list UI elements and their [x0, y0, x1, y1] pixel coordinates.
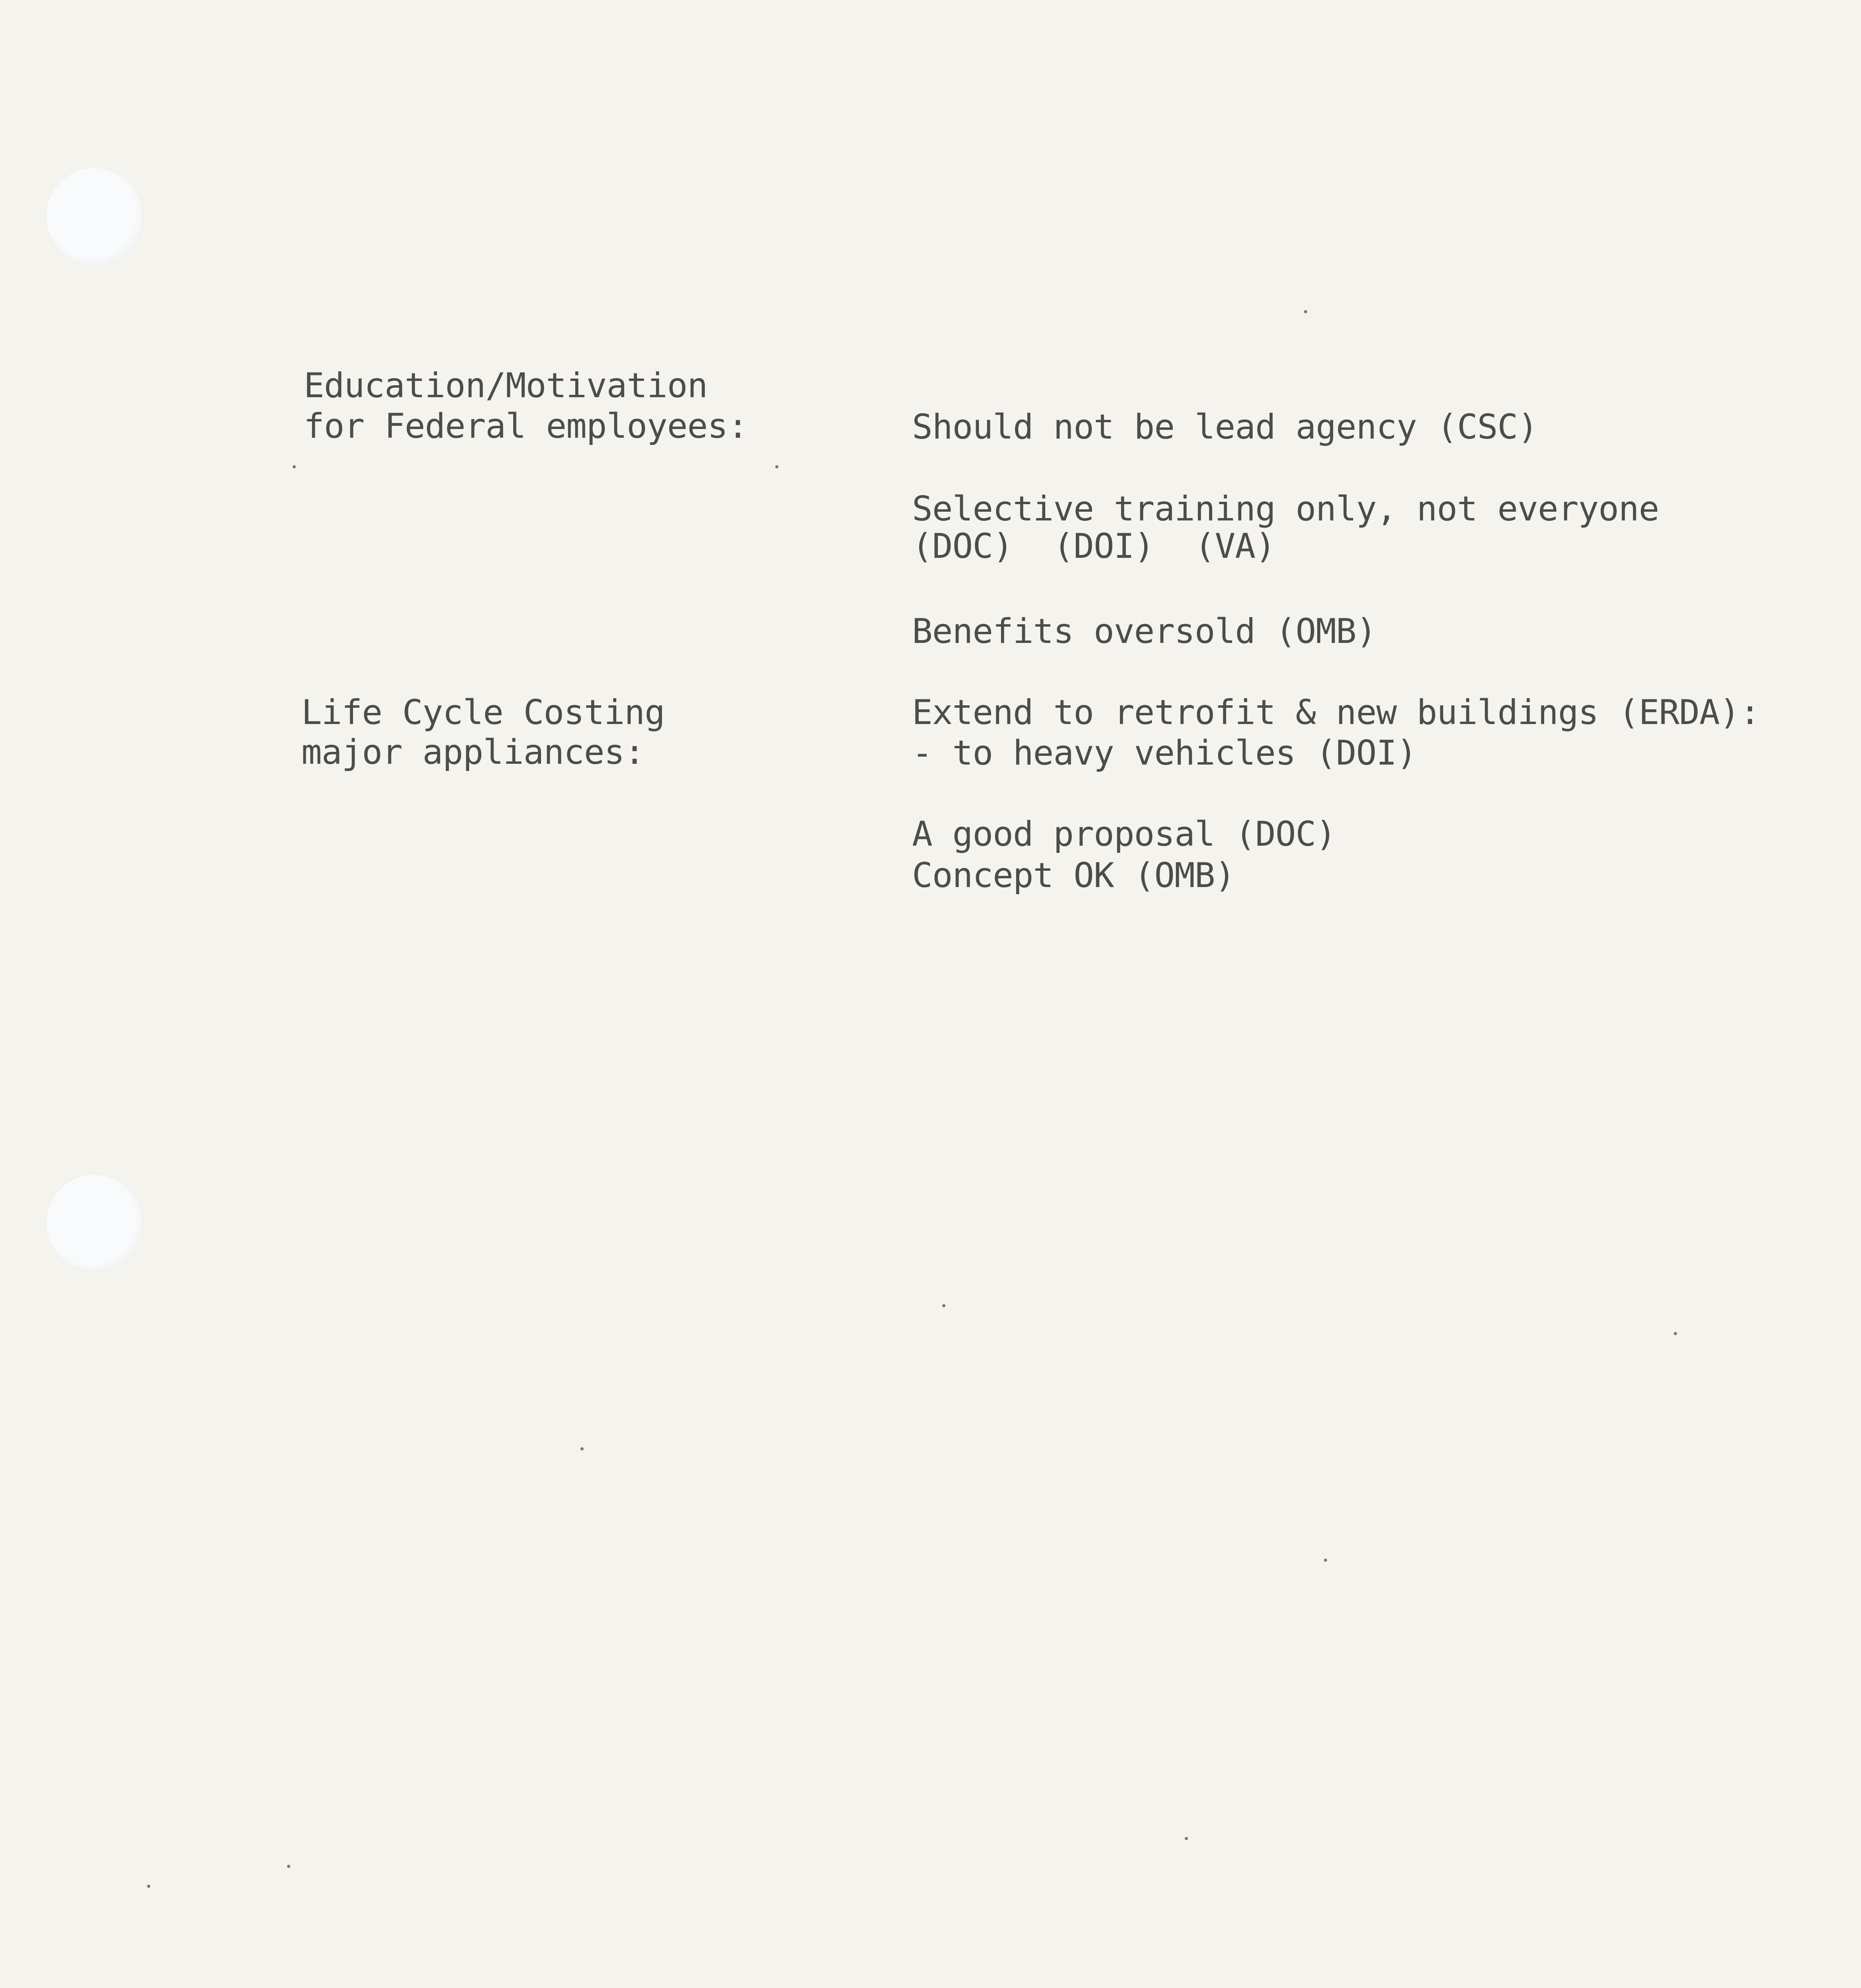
paper-speck: [1185, 1837, 1188, 1840]
paper-speck: [293, 465, 296, 468]
paper-speck: [147, 1885, 150, 1888]
comment-line: Concept OK (OMB): [912, 856, 1235, 895]
comment-line: - to heavy vehicles (DOI): [912, 733, 1417, 773]
paper-speck: [287, 1865, 290, 1868]
comment-line: Selective training only, not everyone: [912, 489, 1659, 529]
paper-speck: [1324, 1559, 1327, 1562]
section-label-line: Education/Motivation: [304, 366, 708, 406]
paper-speck: [942, 1304, 945, 1307]
section-label-line: major appliances:: [301, 732, 645, 772]
section-label-line: for Federal employees:: [304, 406, 748, 446]
comment-line: Extend to retrofit & new buildings (ERDA):: [912, 693, 1760, 732]
paper-speck: [580, 1447, 584, 1450]
comment-line: (DOC) (DOI) (VA): [912, 526, 1275, 566]
section-label-line: Life Cycle Costing: [301, 693, 665, 732]
paper-speck: [775, 465, 778, 468]
comment-line: Should not be lead agency (CSC): [912, 407, 1538, 447]
paper-speck: [1674, 1332, 1677, 1335]
comment-line: A good proposal (DOC): [912, 814, 1336, 854]
paper-speck: [1304, 310, 1307, 313]
binder-hole-top: [46, 168, 143, 265]
binder-hole-middle: [46, 1175, 143, 1272]
comment-line: Benefits oversold (OMB): [912, 612, 1376, 651]
